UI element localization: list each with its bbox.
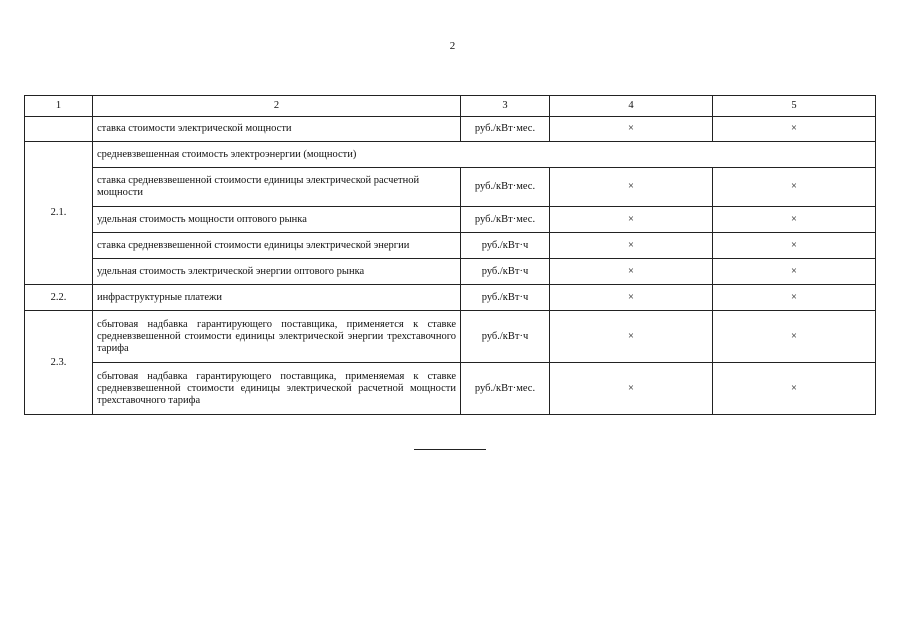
end-of-document-line <box>414 449 486 450</box>
row-col4-mark: × <box>550 259 713 285</box>
row-col5-mark: × <box>713 233 876 259</box>
header-col-5: 5 <box>713 96 876 117</box>
row-number <box>25 117 93 142</box>
row-col5-mark: × <box>713 117 876 142</box>
tariff-table <box>24 95 876 415</box>
row-name: сбытовая надбавка гарантирующего поставщика, применяемая к ставке средневзвешенной стоимости единицы электрической расчетной мощности трехставочного тарифа <box>93 363 461 415</box>
table-row <box>25 311 876 363</box>
row-col5-mark: × <box>713 285 876 311</box>
row-col4-mark: × <box>550 207 713 233</box>
row-unit: руб./кВт·ч <box>461 311 550 363</box>
row-number: 2.1. <box>25 142 93 285</box>
row-name: средневзвешенная стоимость электроэнергии (мощности) <box>93 142 876 168</box>
table-row <box>25 285 876 311</box>
table-header-row <box>25 96 876 117</box>
table-row <box>25 259 876 285</box>
header-col-1: 1 <box>25 96 93 117</box>
row-col4-mark: × <box>550 117 713 142</box>
table-row <box>25 207 876 233</box>
row-unit: руб./кВт·мес. <box>461 207 550 233</box>
row-col4-mark: × <box>550 168 713 207</box>
row-name: ставка стоимости электрической мощности <box>93 117 461 142</box>
row-col5-mark: × <box>713 259 876 285</box>
row-unit: руб./кВт·ч <box>461 259 550 285</box>
row-col4-mark: × <box>550 233 713 259</box>
row-col5-mark: × <box>713 311 876 363</box>
table-row <box>25 168 876 207</box>
row-name: ставка средневзвешенной стоимости единицы электрической расчетной мощности <box>93 168 461 207</box>
row-name: удельная стоимость электрической энергии оптового рынка <box>93 259 461 285</box>
table-row <box>25 117 876 142</box>
row-col5-mark: × <box>713 363 876 415</box>
header-col-3: 3 <box>461 96 550 117</box>
row-col4-mark: × <box>550 311 713 363</box>
row-unit: руб./кВт·мес. <box>461 117 550 142</box>
row-name: ставка средневзвешенной стоимости единицы электрической энергии <box>93 233 461 259</box>
header-col-4: 4 <box>550 96 713 117</box>
header-col-2: 2 <box>93 96 461 117</box>
row-unit: руб./кВт·мес. <box>461 168 550 207</box>
page-number: 2 <box>449 40 456 52</box>
row-col4-mark: × <box>550 285 713 311</box>
row-unit: руб./кВт·мес. <box>461 363 550 415</box>
row-name: сбытовая надбавка гарантирующего поставщика, применяется к ставке средневзвешенной стоимости единицы электрической энергии трехставочного тарифа <box>93 311 461 363</box>
table-row <box>25 142 876 168</box>
row-number: 2.2. <box>25 285 93 311</box>
row-col5-mark: × <box>713 168 876 207</box>
row-unit: руб./кВт·ч <box>461 285 550 311</box>
table-row <box>25 363 876 415</box>
row-col5-mark: × <box>713 207 876 233</box>
row-name: инфраструктурные платежи <box>93 285 461 311</box>
row-name: удельная стоимость мощности оптового рынка <box>93 207 461 233</box>
table-row <box>25 233 876 259</box>
row-unit: руб./кВт·ч <box>461 233 550 259</box>
row-col4-mark: × <box>550 363 713 415</box>
row-number: 2.3. <box>25 311 93 415</box>
